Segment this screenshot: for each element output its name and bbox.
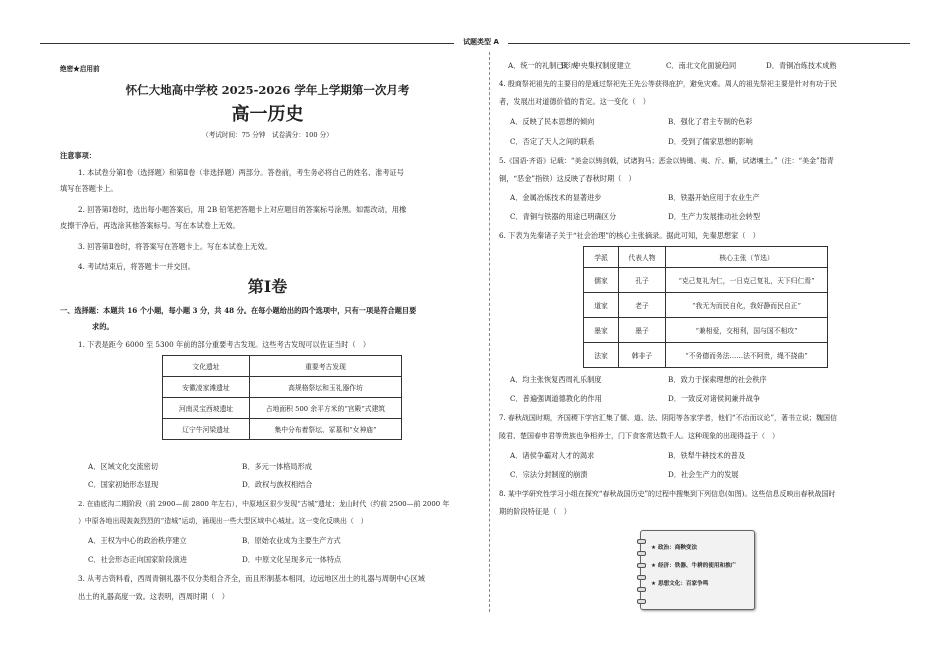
option: B．原始农业成为主要生产方式 [242,536,341,545]
q5-line: 5.《国语·齐语》记载：“美金以铸剑戟，试诸狗马；恶金以铸锄、夷、斤、斸，试诸壤土。”（注：“美金”指青 [499,157,834,165]
exam-info: （考试时间：75 分钟 试卷满分：100 分） [202,131,333,139]
note-line: 2. 回答第Ⅰ卷时，选出每小题答案后，用 2B 铅笔把答题卡上对应题目的答案标号涂黑。如需改动，用橡 [78,205,407,214]
part-one-title: 第Ⅰ卷 [247,277,288,296]
card-line: ★ 政治：商鞅变法 [651,545,698,551]
option: A．统一的礼制已形成 [508,61,578,70]
note-line: 皮擦干净后，再选涂其他答案标号。写在本试卷上无效。 [60,221,240,230]
table-cell: “我无为而民自化，我好静而民自正” [666,293,828,318]
binder-ring [637,563,646,568]
option: C．青铜与铁器的用途已明确区分 [510,212,617,221]
q1-table [162,355,402,440]
table-row [584,293,828,318]
table-cell: 安徽凌家滩遗址 [163,377,250,398]
option: B．多元一体格局形成 [242,462,312,471]
header-rule-right [508,43,910,44]
note-line: 填写在答题卡上。 [60,184,118,193]
q7-line: 7. 春秋战国时期，齐国稷下学宫汇集了儒、道、法、阴阳等各家学者，他们“不治而议论”，著书立说；魏国信 [499,414,838,422]
q8-line: 8. 某中学研究性学习小组在探究“春秋战国历史”的过程中搜集到下列信息(如图)。这些信息反映出春秋战国时 [499,490,836,498]
binder-ring [637,539,646,544]
q4-line: 4. 殷商祭祀祖先的主要目的是通过祭祀先王先公等获得庇护，避免灾难。周人的祖先祭祀主要是针对有功于民 [499,80,837,88]
subject-title: 高一历史 [231,104,304,125]
note-line: 1. 本试卷分第Ⅰ卷（选择题）和第Ⅱ卷（非选择题）两部分。答卷前，考生务必将自己的姓名、准考证号 [78,168,404,177]
option: C．普遍强调道德教化的作用 [510,394,602,403]
option: B．致力于探索理想的社会秩序 [668,375,767,384]
q8-line: 期的阶段特征是（ ） [499,507,571,516]
option: A．王权为中心的政治秩序建立 [88,536,187,545]
option: A．均主张恢复西周礼乐制度 [510,375,602,384]
q5-line: 铜，“恶金”指铁）这反映了春秋时期（ ） [499,174,636,183]
table-header-cell: 学派 [584,247,619,268]
option: B．强化了君主专制的色彩 [668,117,753,126]
note-line: 3. 回答第Ⅱ卷时，将答案写在答题卡上。写在本试卷上无效。 [78,242,272,251]
table-header-cell: 重要考古发现 [250,356,402,377]
table-header-cell: 文化遗址 [163,356,250,377]
option: D．青铜冶炼技术成熟 [766,61,837,70]
table-cell: 老子 [619,293,666,318]
option: C．国家初始形态显现 [88,480,159,489]
q6-table [583,246,828,368]
table-row [163,356,402,377]
table-header-cell: 代表人物 [619,247,666,268]
table-cell: 墨家 [584,318,619,343]
q7-line: 陵君、楚国春申君等贵族也争相养士，门下食客常达数千人。这种现象的出现得益于（ ） [499,432,779,440]
exam-type-label: 试题类型 A [455,37,507,47]
option: D．中原文化呈现多元一体特点 [242,555,342,564]
secret-mark: 绝密★启用前 [60,65,100,73]
option: C．宗法分封制度的崩溃 [510,470,588,479]
option: C．社会形态正向国家阶段演进 [88,555,187,564]
column-divider [489,52,490,612]
table-cell: 高规格祭坛和玉礼器作坊 [250,377,402,398]
card-line: ★ 思想文化：百家争鸣 [651,581,709,587]
option: D．生产力发展推动社会转型 [668,212,761,221]
exam-title: 怀仁大地高中学校 2025-2026 学年上学期第一次月考 [125,83,410,97]
table-row [584,343,828,368]
option: A．反映了民本思想的倾向 [510,117,595,126]
option: C．南北文化面貌趋同 [666,61,737,70]
option: B．中央集权制度建立 [561,61,631,70]
binder-ring [637,575,646,580]
q3-line: 出土的礼器高度一致。这表明，西周时期（ ） [78,592,229,601]
option: D．受到了儒家思想的影响 [668,137,753,146]
option: D．政权与族权相结合 [242,480,313,489]
table-row [584,268,828,293]
table-cell: “兼相爱，交相利，国与国不相攻” [666,318,828,343]
option: C．否定了天人之间的联系 [510,137,595,146]
table-cell: 孔子 [619,268,666,293]
section-instructions: 一、选择题：本题共 16 个小题，每小题 3 分，共 48 分。在每小题给出的四个选项中，只有一项是符合题目要 [60,306,417,315]
table-cell: 道家 [584,293,619,318]
binder-ring [637,599,646,604]
q2-line: 2. 在庙底沟二期阶段（前 2900—前 2800 年左右），中原地区很少发现“古城”遗址；龙山时代（约前 2500—前 2000 年 [78,500,450,508]
option: A．金属冶炼技术的显著进步 [510,193,602,202]
notes-title: 注意事项： [60,151,96,160]
table-cell: 韩非子 [619,343,666,368]
table-row [163,377,402,398]
option: A．区域文化交流密切 [88,462,158,471]
section-instructions-cont: 求的。 [92,322,114,331]
note-line: 4. 考试结束后，将答题卡一并交回。 [78,262,195,271]
table-row [584,318,828,343]
table-cell: 占地面积 500 余平方米的“宫殿”式建筑 [250,398,402,419]
header-rule-left [40,43,454,44]
card-line: ★ 经济：铁器、牛耕的使用和推广 [651,563,737,569]
table-cell: 法家 [584,343,619,368]
table-cell: 墨子 [619,318,666,343]
table-cell: “克己复礼为仁，一日克己复礼，天下归仁焉” [666,268,828,293]
q6-stem: 6. 下表为先秦诸子关于“社会治理”的核心主张摘录。据此可知，先秦思想家（ ） [499,231,760,240]
table-cell: 集中分布着祭坛、冢墓和“女神庙” [250,419,402,440]
option: A．诸侯争霸对人才的渴求 [510,451,595,460]
q3-line: 3. 从考古资料看，西周青铜礼器不仅分类组合齐全，而且形制基本相同，边远地区出土的礼器与周朝中心区域 [78,574,425,583]
q1-stem: 1. 下表是距今 6000 至 5300 年前的部分重要考古发现。这些考古发现可以佐证当时（ ） [78,340,371,349]
q4-line: 者，发展出对道德价值的肯定。这一变化（ ） [499,97,650,106]
table-header-cell: 核心主张（节选） [666,247,828,268]
binder-ring [637,551,646,556]
table-cell: 辽宁牛河梁遗址 [163,419,250,440]
table-cell: 河南灵宝西坡遗址 [163,398,250,419]
q2-line: ）中原各地出现轰轰烈烈的“造城”运动，涌现出一些大型区域中心城址。这一变化反映出（ ） [78,517,368,525]
binder-ring [637,587,646,592]
option: D．社会生产力的发展 [668,470,739,479]
option: D．一致反对诸侯间兼并战争 [668,394,761,403]
table-cell: 儒家 [584,268,619,293]
option: B．铁犁牛耕技术的普及 [668,451,746,460]
table-cell: “不务德而务法……法不阿贵，绳不挠曲” [666,343,828,368]
notebook-image [640,530,755,610]
table-row [163,398,402,419]
table-row [163,419,402,440]
table-row [584,247,828,268]
option: B．铁器开始应用于农业生产 [668,193,760,202]
